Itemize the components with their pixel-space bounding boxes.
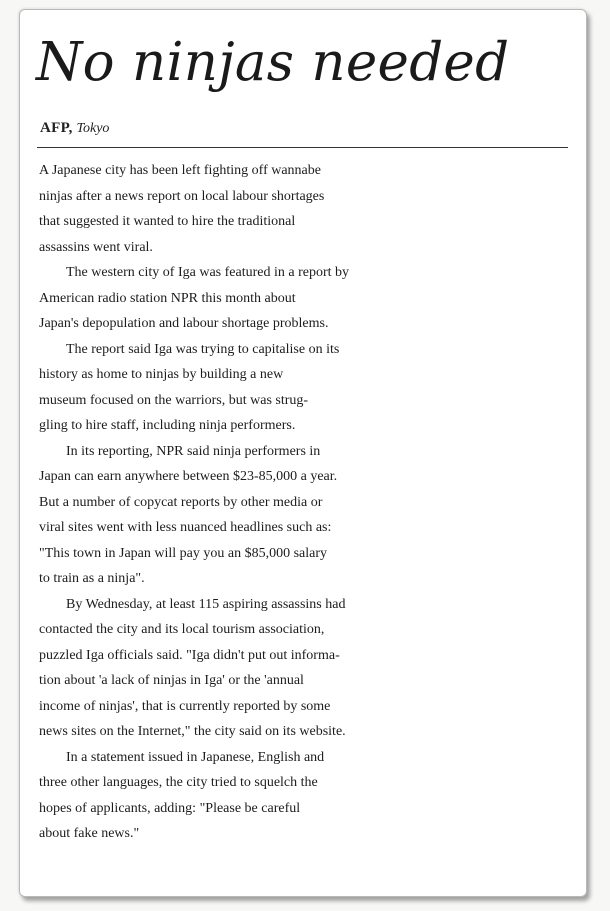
- body-text-line: about fake news.": [39, 826, 140, 841]
- body-text-line: ninjas after a news report on local labour shortages: [39, 188, 325, 204]
- body-text-line: By Wednesday, at least 115 aspiring assassins had: [66, 596, 346, 612]
- byline: [40, 120, 109, 137]
- body-text-line: "This town in Japan will pay you an $85,000 salary: [39, 545, 328, 561]
- body-text-line: The report said Iga was trying to capitalise on its: [66, 341, 340, 357]
- body-text-line: income of ninjas', that is currently reported by some: [39, 698, 331, 714]
- body-text-line: that suggested it wanted to hire the traditional: [39, 214, 296, 229]
- article-body: [39, 158, 584, 847]
- body-text-line: Japan can earn anywhere between $23-85,000 a year.: [39, 469, 338, 484]
- body-text-line: In its reporting, NPR said ninja performers in: [66, 443, 321, 459]
- body-text-line: Japan's depopulation and labour shortage problems.: [39, 316, 329, 331]
- body-text-line: viral sites went with less nuanced headlines such as:: [39, 520, 332, 535]
- body-text-line: But a number of copycat reports by other media or: [39, 494, 323, 510]
- body-text-line: history as home to ninjas by building a new: [39, 367, 284, 382]
- byline-agency: AFP,: [40, 120, 73, 136]
- body-text-line: museum focused on the warriors, but was strug-: [39, 392, 309, 408]
- byline-location: Tokyo: [76, 121, 110, 136]
- body-text-line: contacted the city and its local tourism association,: [39, 622, 325, 637]
- body-text-line: news sites on the Internet," the city said on its website.: [39, 724, 346, 739]
- body-text-line: gling to hire staff, including ninja performers.: [39, 418, 296, 433]
- body-text-line: tion about 'a lack of ninjas in Iga' or the 'annual: [39, 673, 304, 688]
- body-text-line: to train as a ninja".: [39, 571, 145, 586]
- body-text-line: hopes of applicants, adding: "Please be careful: [39, 800, 301, 816]
- article-card: [19, 9, 587, 897]
- body-text-line: A Japanese city has been left fighting off wannabe: [39, 163, 321, 178]
- body-text-line: American radio station NPR this month about: [39, 290, 296, 306]
- headline: No ninjas needed: [36, 32, 510, 93]
- headline-divider: [37, 147, 568, 148]
- body-text-line: In a statement issued in Japanese, English and: [66, 749, 325, 765]
- body-text-line: assassins went viral.: [39, 239, 153, 255]
- body-text-line: three other languages, the city tried to squelch the: [39, 775, 318, 790]
- body-text-line: puzzled Iga officials said. "Iga didn't put out informa-: [39, 647, 340, 663]
- body-text-line: The western city of Iga was featured in a report by: [66, 265, 349, 280]
